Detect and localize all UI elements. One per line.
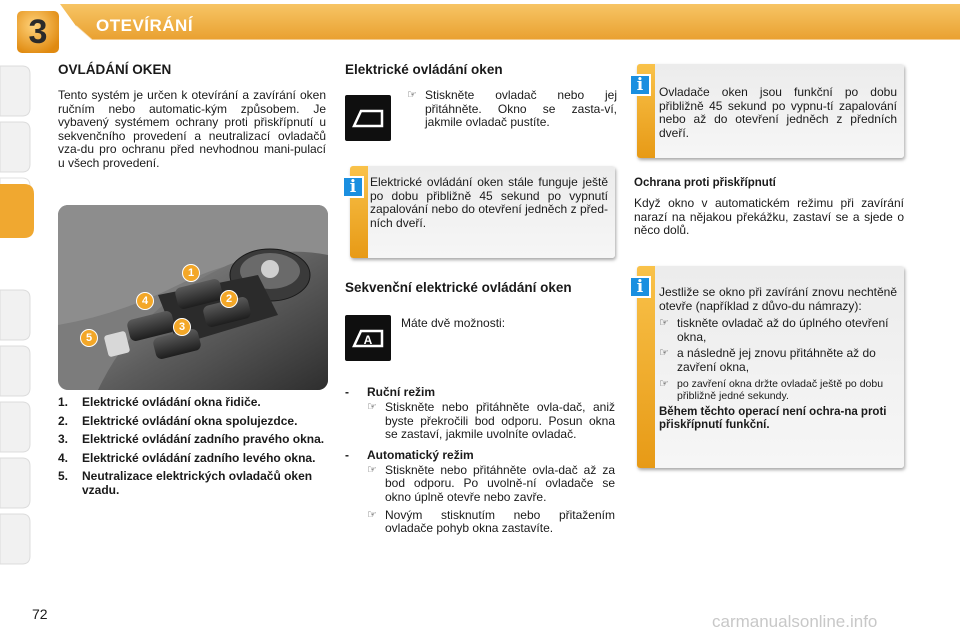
reset-step: ☞ po zavření okna držte ovladač ještě po dobu přibližně jedné sekundy. <box>659 377 884 402</box>
info-panel-timeout <box>350 166 615 258</box>
list-item: 5. Neutralizace elektrických ovladačů oken vzadu. <box>58 469 313 497</box>
reset-warning: Během těchto operací není ochra-na proti přiskřípnutí funkční. <box>659 405 887 431</box>
hand-pointer-icon: ☞ <box>659 347 669 360</box>
info-panel-switch-timeout <box>637 64 904 158</box>
list-item: 4. Elektrické ovládání zadního levého okna. <box>58 450 316 465</box>
auto-window-switch-icon <box>345 315 391 361</box>
window-switches-photo <box>58 205 328 390</box>
svg-text:A: A <box>363 333 373 347</box>
door-panel-illustration <box>58 205 328 390</box>
auto-mode-step: ☞ Novým stisknutím nebo přitažením ovladače pohyb okna zastavíte. <box>367 507 615 536</box>
tab-strip <box>0 64 40 584</box>
list-item: 1. Elektrické ovládání okna řidiče. <box>58 395 261 409</box>
hand-pointer-icon: ☞ <box>367 508 377 521</box>
reset-procedure <box>659 286 897 432</box>
callout-3: 3 <box>173 318 191 336</box>
intro-paragraph: Tento systém je určen k otevírání a zavírání oken ručním nebo automatic-kým způsobem. Je vybavený systémem ochrany proti přiskřípnutí u sekvenčního provedení a neutralizací ovladačů vza-du pro ochranu před nevhodnou mani-pulací u všech provedení. <box>58 88 326 170</box>
chapter-tabs <box>0 64 34 584</box>
section-heading: Elektrické ovládání oken <box>345 62 503 77</box>
window-switch-icon <box>345 95 391 141</box>
info-panel-anti-pinch-reset <box>637 266 904 468</box>
info-icon: i <box>629 276 651 298</box>
page-number: 72 <box>32 606 48 622</box>
callout-4: 4 <box>136 292 154 310</box>
callout-1: 1 <box>182 264 200 282</box>
callout-5: 5 <box>80 329 98 347</box>
manual-mode-step: ☞ Stiskněte nebo přitáhněte ovla-dač, aniž byste překročili bod odporu. Posun okna se zastaví, jakmile uvolníte ovladač. <box>367 400 615 442</box>
hand-pointer-icon: ☞ <box>367 463 377 476</box>
section-heading: Sekvenční elektrické ovládání oken <box>345 280 572 295</box>
reset-intro: Jestliže se okno při zavírání znovu nechtěně otevře (například z důvo-du námrazy): <box>659 285 897 313</box>
reset-step: ☞ a následně jej znovu přitáhněte až do zavření okna, <box>659 346 876 374</box>
info-text: Elektrické ovládání oken stále funguje ještě po dobu přibližně 45 sekund po vypnutí zapalování nebo do otevření jedněch z před-ních dveří. <box>370 175 608 230</box>
options-text: Máte dvě možnosti: <box>401 316 506 330</box>
anti-pinch-heading: Ochrana proti přiskřípnutí <box>634 177 776 189</box>
middle-column <box>345 62 617 141</box>
info-icon: i <box>342 176 364 198</box>
list-item: 2. Elektrické ovládání okna spolujezdce. <box>58 413 298 428</box>
list-item: 3. Elektrické ovládání zadního pravého okna. <box>58 432 325 446</box>
mode-list <box>345 385 617 536</box>
hand-pointer-icon: ☞ <box>367 401 377 413</box>
chapter-number: 3 <box>28 12 48 51</box>
manual-step-block <box>345 89 617 141</box>
switch-legend-list <box>58 396 326 502</box>
sequential-section <box>345 280 617 536</box>
hand-pointer-icon: ☞ <box>659 377 669 390</box>
reset-step: ☞ tiskněte ovladač až do úplného otevření okna, <box>659 316 889 344</box>
auto-icon-row <box>345 305 617 361</box>
left-column <box>58 62 326 171</box>
auto-mode-step: ☞ Stiskněte nebo přitáhněte ovla-dač až za bod odporu. Po uvolně-ní ovladače se okno úplně otevře nebo zavře. <box>367 462 615 504</box>
callout-2: 2 <box>220 290 238 308</box>
info-icon: i <box>629 74 651 96</box>
chapter-title: OTEVÍRÁNÍ <box>96 16 194 35</box>
auto-mode-title: - Automatický režim <box>345 447 474 462</box>
chapter-header <box>0 0 960 58</box>
hand-pointer-icon: ☞ <box>659 317 669 330</box>
section-heading: OVLÁDÁNÍ OKEN <box>58 62 172 77</box>
watermark: carmanualsonline.info <box>712 612 878 631</box>
manual-mode-title: - Ruční režim <box>345 385 436 399</box>
step-bullet: ☞ Stiskněte ovladač nebo jej přitáhněte. Okno se zasta-ví, jakmile ovladač pustíte. <box>407 88 617 130</box>
info-text: Ovladače oken jsou funkční po dobu přibližně 45 sekund po vypnu-tí zapalování nebo až do otevření jedněch z předních dveří. <box>659 85 897 140</box>
anti-pinch-section <box>634 177 904 238</box>
anti-pinch-text: Když okno v automatickém režimu při zavírání narazí na nějakou překážku, zastaví se a sjede o něco dolů. <box>634 196 904 238</box>
hand-pointer-icon: ☞ <box>407 89 417 101</box>
